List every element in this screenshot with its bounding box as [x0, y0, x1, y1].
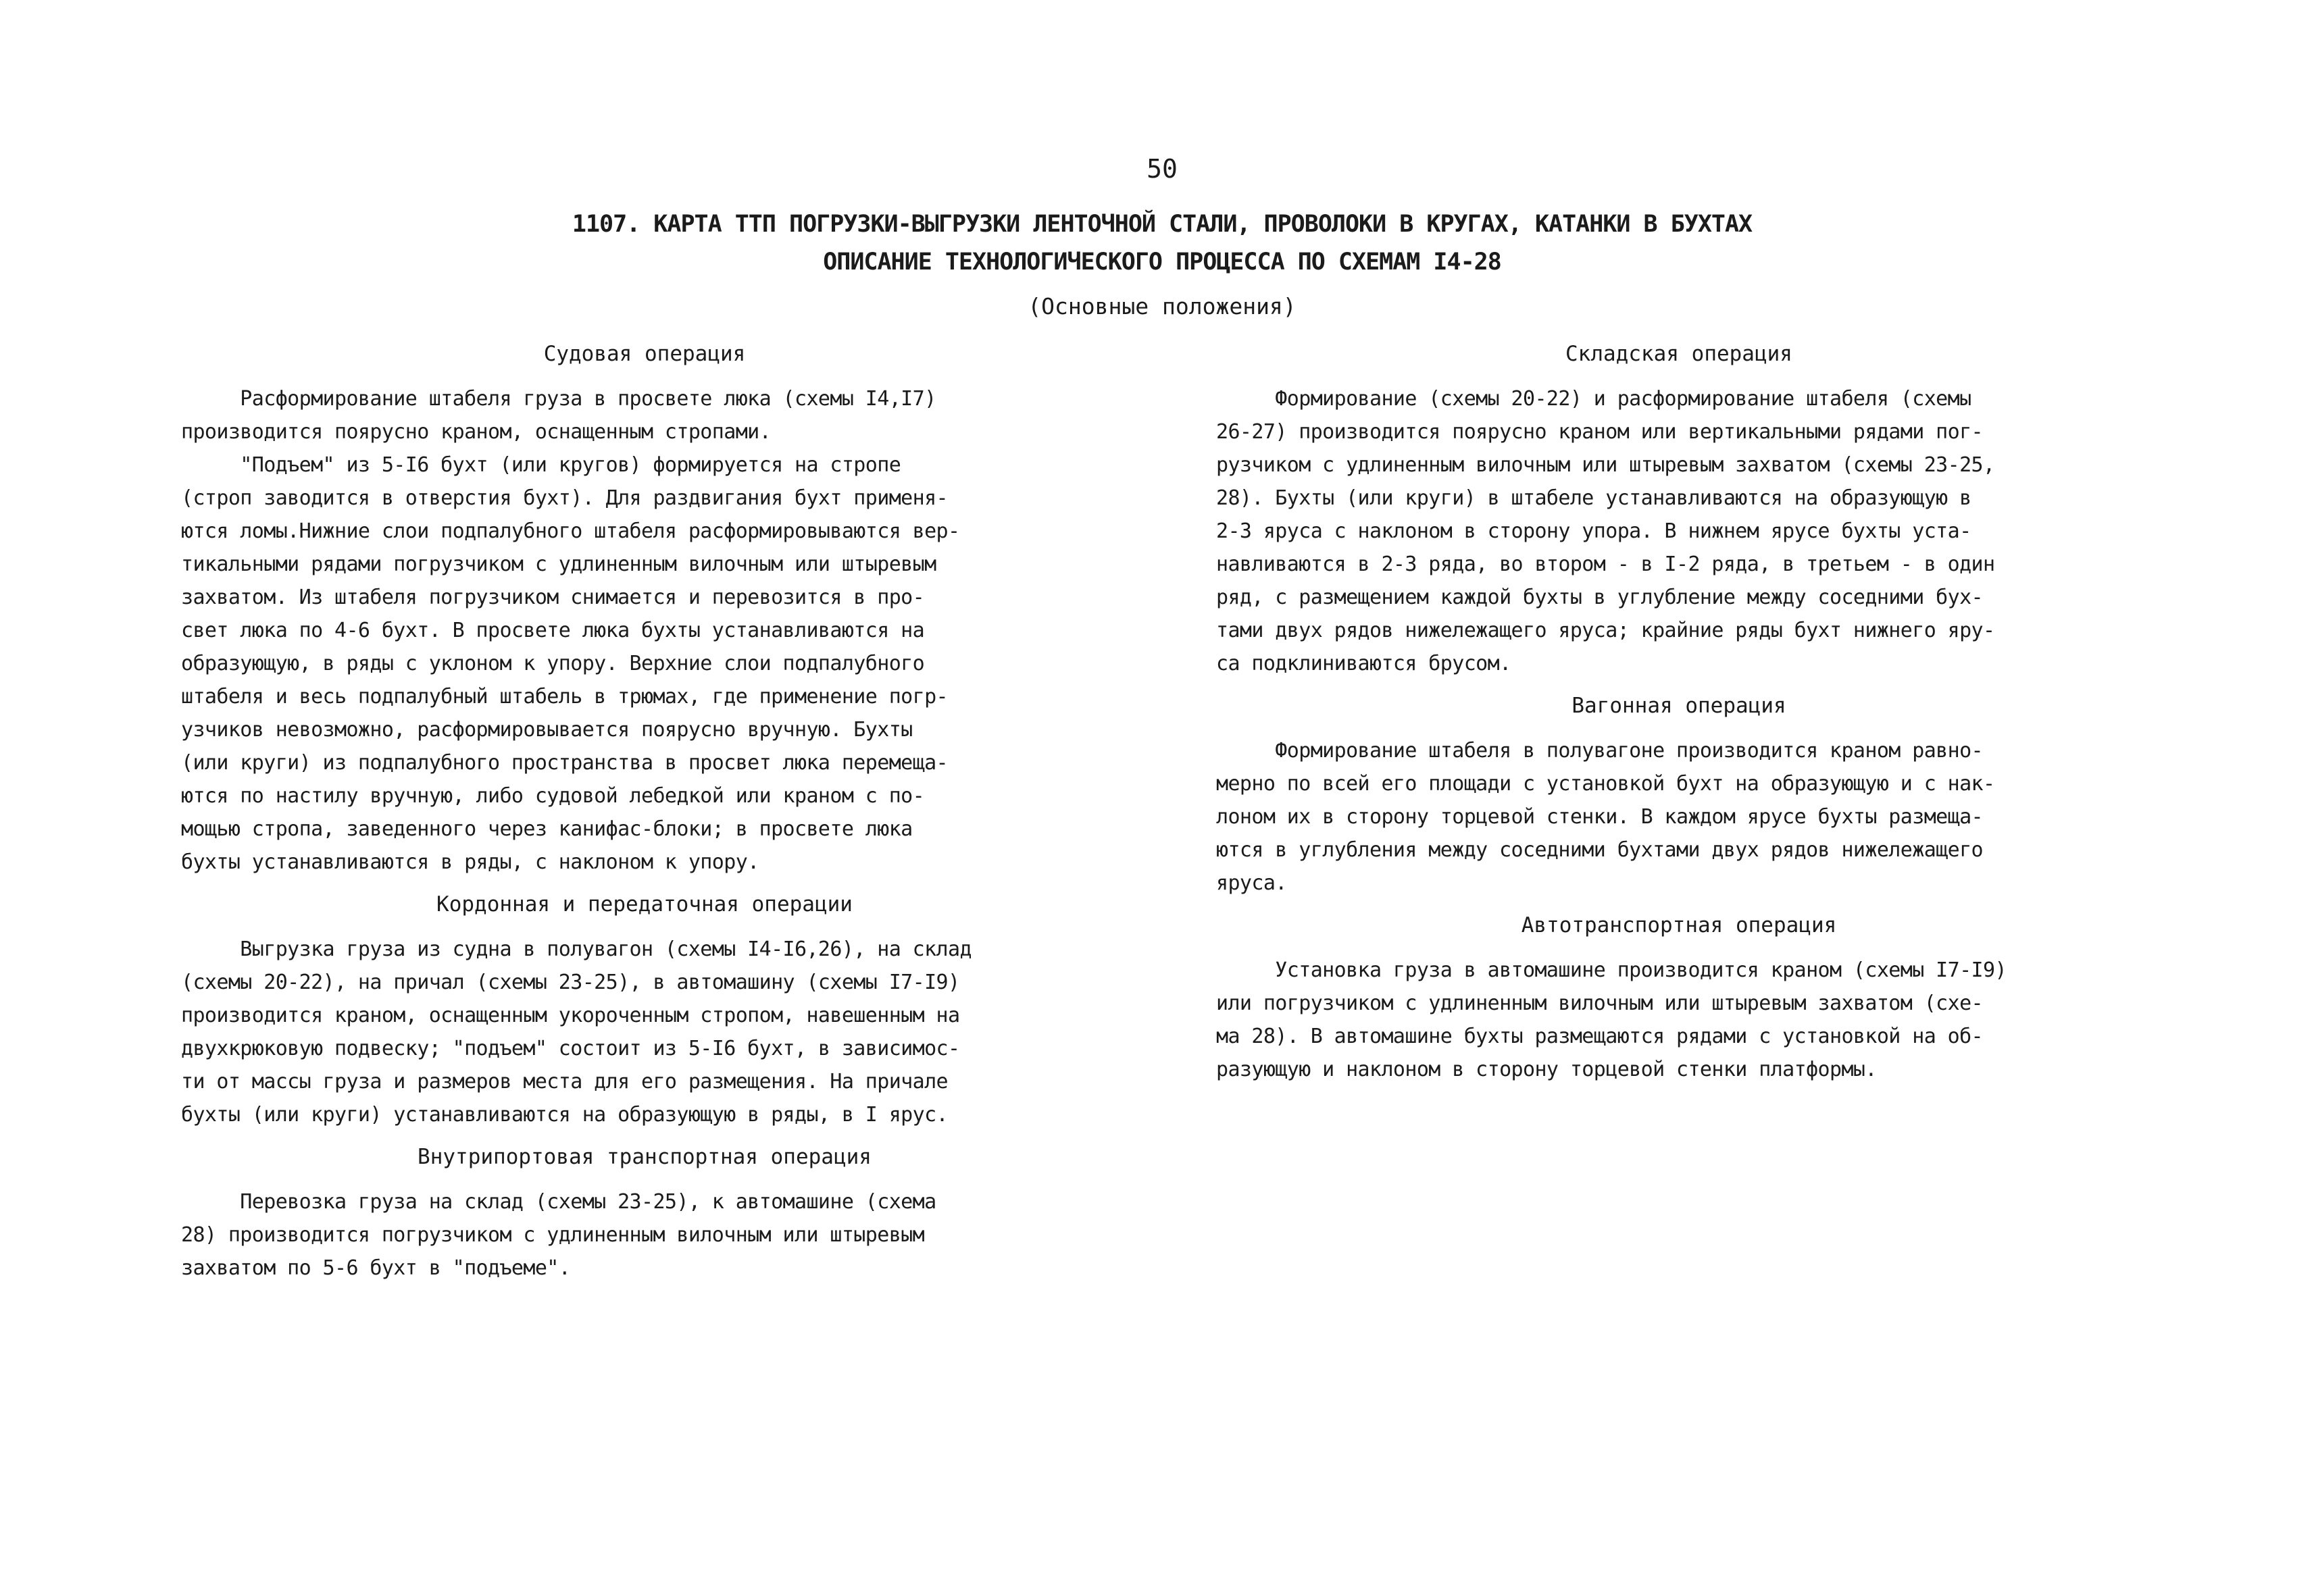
page-number: 50 — [1147, 154, 1178, 184]
warehouse-operation-heading: Складская операция — [1565, 342, 1792, 366]
auto-transport-heading: Автотранспортная операция — [1521, 913, 1837, 937]
cordon-operation-heading: Кордонная и передаточная операции — [436, 892, 853, 917]
ship-operation-heading: Судовая операция — [543, 342, 746, 366]
wagon-operation-heading: Вагонная операция — [1571, 694, 1786, 718]
cordon-operation-text: Выгрузка груза из судна в полувагон (схемы I4-I6,26), на склад (схемы 20-22), на причал (схемы 23-25), в автомашину (схемы I7-I9) производится краном, оснащенным укороченным стропом, навешенным на двухкрюковую подвеску; "подъем" состоит из 5-I6 бухт, в зависимос- ти от массы груза и размеров места для его размещения. На причале бухты (или круги) устанавливаются на образующую в ряды, в I ярус. — [181, 937, 972, 1127]
wagon-operation-text: Формирование штабеля в полувагоне производится краном равно- мерно по всей его площади с установкой бухт на образующую и с нак- лоном их в сторону торцевой стенки. В каждом ярусе бухты размеща- ются в углубления между соседними бухтами двух рядов нижележащего яруса. — [1216, 739, 1995, 895]
basic-provisions-note: (Основные положения) — [1028, 293, 1297, 319]
auto-transport-text: Установка груза в автомашине производится краном (схемы I7-I9) или погрузчиком с удлиненным вилочным или штыревым захватом (схе- ма 28). В автомашине бухты размещаются рядами с установкой на об- разующую и наклоном в сторону торцевой стенки платформы. — [1216, 958, 2007, 1081]
ship-operation-text: Расформирование штабеля груза в просвете люка (схемы I4,I7) производится поярусно краном, оснащенным стропами. "Подъем" из 5-I6 бухт (или кругов) формируется на стропе (строп заводится в отверстия бухт). Для раздвигания бухт применя- ются ломы.Нижние слои подпалубного штабеля расформировываются вер- тикальными рядами погрузчиком с удлиненным вилочным или штыревым захватом. Из штабеля погрузчиком снимается и перевозится в про- свет люка по 4-6 бухт. В просвете люка бухты устанавливаются на образующую, в ряды с уклоном к упору. Верхние слои подпалубного штабеля и весь подпалубный штабель в трюмах, где применение погр- узчиков невозможно, расформировывается поярусно вручную. Бухты (или круги) из подпалубного пространства в просвет люка перемеща- ются по настилу вручную, либо судовой лебедкой или краном с по- мощью стропа, заведенного через канифас-блоки; в просвете люка бухты устанавливаются в ряды, с наклоном к упору. — [181, 387, 960, 874]
left-column — [181, 335, 1108, 1285]
right-column — [1216, 335, 2142, 1086]
document-subtitle: ОПИСАНИЕ ТЕХНОЛОГИЧЕСКОГО ПРОЦЕССА ПО СХЕМАМ I4-28 — [823, 249, 1501, 276]
inport-transport-text: Перевозка груза на склад (схемы 23-25), к автомашине (схема 28) производится погрузчиком с удлиненным вилочным или штыревым захватом по 5-6 бухт в "подъеме". — [181, 1190, 936, 1280]
inport-transport-heading: Внутрипортовая транспортная операция — [418, 1145, 872, 1169]
warehouse-operation-text: Формирование (схемы 20-22) и расформирование штабеля (схемы 26-27) производится поярусно краном или вертикальными рядами пог- рузчиком с удлиненным вилочным или штыревым захватом (схемы 23-25, 28). Бухты (или круги) в штабеле устанавливаются на образующую в 2-3 яруса с наклоном в сторону упора. В нижнем ярусе бухты уста- навливаются в 2-3 ряда, во втором - в I-2 ряда, в третьем - в один ряд, с размещением каждой бухты в углубление между соседними бух- тами двух рядов нижележащего яруса; крайние ряды бухт нижнего яру- са подклиниваются брусом. — [1216, 387, 1995, 675]
document-title: 1107. КАРТА ТТП ПОГРУЗКИ-ВЫГРУЗКИ ЛЕНТОЧНОЙ СТАЛИ, ПРОВОЛОКИ В КРУГАХ, КАТАНКИ В БУХТАХ — [572, 211, 1753, 238]
